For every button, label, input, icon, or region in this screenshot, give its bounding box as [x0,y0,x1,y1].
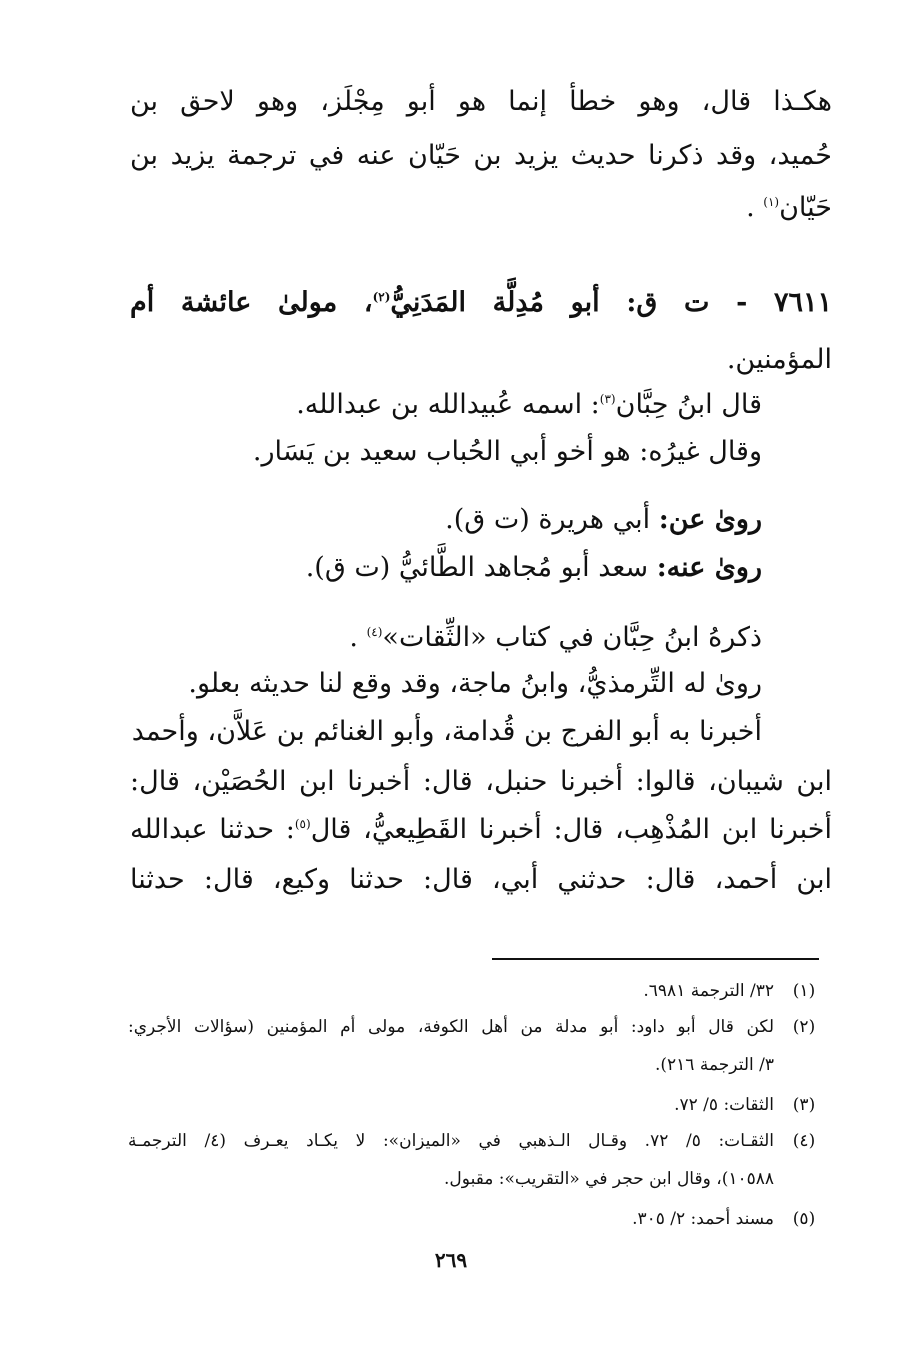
text-line-6-a: قال ابنُ حِبَّان [615,389,762,420]
entry-heading-tail: ، مولىٰ عائشة أم [130,287,373,318]
narrated-from-text: أبي هريرة (ت ق). [445,504,651,535]
footnote-number-3: (٣) [792,1095,816,1115]
footnote-ref-4: (٤) [366,625,383,639]
footnote-ref-1: (١) [763,195,780,209]
text-line-5: المؤمنين. [726,344,832,375]
text-line-14 [130,810,832,858]
footnote-text-4-line-1: الثقـات: ٥/ ٧٢. وقـال الـذهبي في «الميزان»: لا يكـاد يعـرف (٤/ الترجمـة [128,1131,774,1151]
text-line-6-b: : اسمه عُبيدالله بن عبدالله. [296,389,600,420]
footnote-text-4-line-2: ١٠٥٨٨)، وقال ابن حجر في «التقريب»: مقبول. [444,1169,774,1189]
footnote-number-5: (٥) [792,1209,816,1229]
footnote-text-2-line-1: لكن قال أبو داود: أبو مدلة من أهل الكوفة، مولى أم المؤمنين (سؤالات الأجري: [128,1017,774,1037]
text-line-12: أخبرنا به أبو الفرج بن قُدامة، وأبو الغنائم بن عَلاَّن، وأحمد [131,716,762,747]
footnote-ref-3: (٣) [599,392,616,406]
narrated-by-label: روىٰ عنه: [656,552,762,583]
footnote-ref-5: (٥) [294,817,311,831]
text-line-1: هكـذا قال، وهو خطأ إنما هو أبو مِجْلَز، وهو لاحق بن [130,86,832,117]
text-line-10 [349,618,762,666]
entry-heading [130,283,832,331]
text-line-3-end: . [746,192,755,223]
page-number: ٢٦٩ [434,1248,468,1272]
narrated-by [306,548,762,596]
text-line-14-a: أخبرنا ابن المُذْهِب، قال: أخبرنا القَطِيعيُّ، قال [310,814,832,845]
footnote-number-4: (٤) [792,1131,816,1151]
text-line-14-b: : حدثنا عبدالله [130,814,295,845]
text-line-7: وقال غيرُه: هو أخو أبي الحُباب سعيد بن يَسَار. [252,436,762,467]
text-line-3 [746,188,832,236]
footnote-number-1: (١) [792,981,816,1001]
text-line-10-end: . [349,622,358,653]
footnote-text-3: الثقات: ٥/ ٧٢. [674,1095,774,1115]
narrated-from [445,500,762,548]
footnote-number-2: (٢) [792,1017,816,1037]
text-line-6 [296,385,762,433]
footnote-text-1: ٣٢/ الترجمة ٦٩٨١. [643,981,774,1001]
narrated-by-text: سعد أبو مُجاهد الطَّائيُّ (ت ق). [305,552,649,583]
text-line-13: ابن شيبان، قالوا: أخبرنا حنبل، قال: أخبرنا ابن الحُصَيْن، قال: [130,766,832,797]
entry-number-and-name: ٧٦١١ - ت ق: أبو مُدِلَّة المَدَنِيُّ [390,287,832,318]
text-line-2: حُميد، وقد ذكرنا حديث يزيد بن حَيّان عنه في ترجمة يزيد بن [130,140,832,171]
footnote-text-2-line-2: ٣/ الترجمة ٢١٦). [655,1055,774,1075]
text-line-10-a: ذكرهُ ابنُ حِبَّان في كتاب «الثِّقات» [382,622,762,653]
footnote-text-5: مسند أحمد: ٢/ ٣٠٥. [632,1209,774,1229]
footnote-ref-2: (٢) [372,290,391,304]
text-line-11: روىٰ له التِّرمذيُّ، وابنُ ماجة، وقد وقع لنا حديثه بعلو. [188,668,762,699]
text-line-3-main: حَيّان [779,192,832,223]
text-line-15: ابن أحمد، قال: حدثني أبي، قال: حدثنا وكيع، قال: حدثنا [130,864,832,895]
narrated-from-label: روىٰ عن: [658,504,762,535]
footnote-separator [492,958,819,960]
